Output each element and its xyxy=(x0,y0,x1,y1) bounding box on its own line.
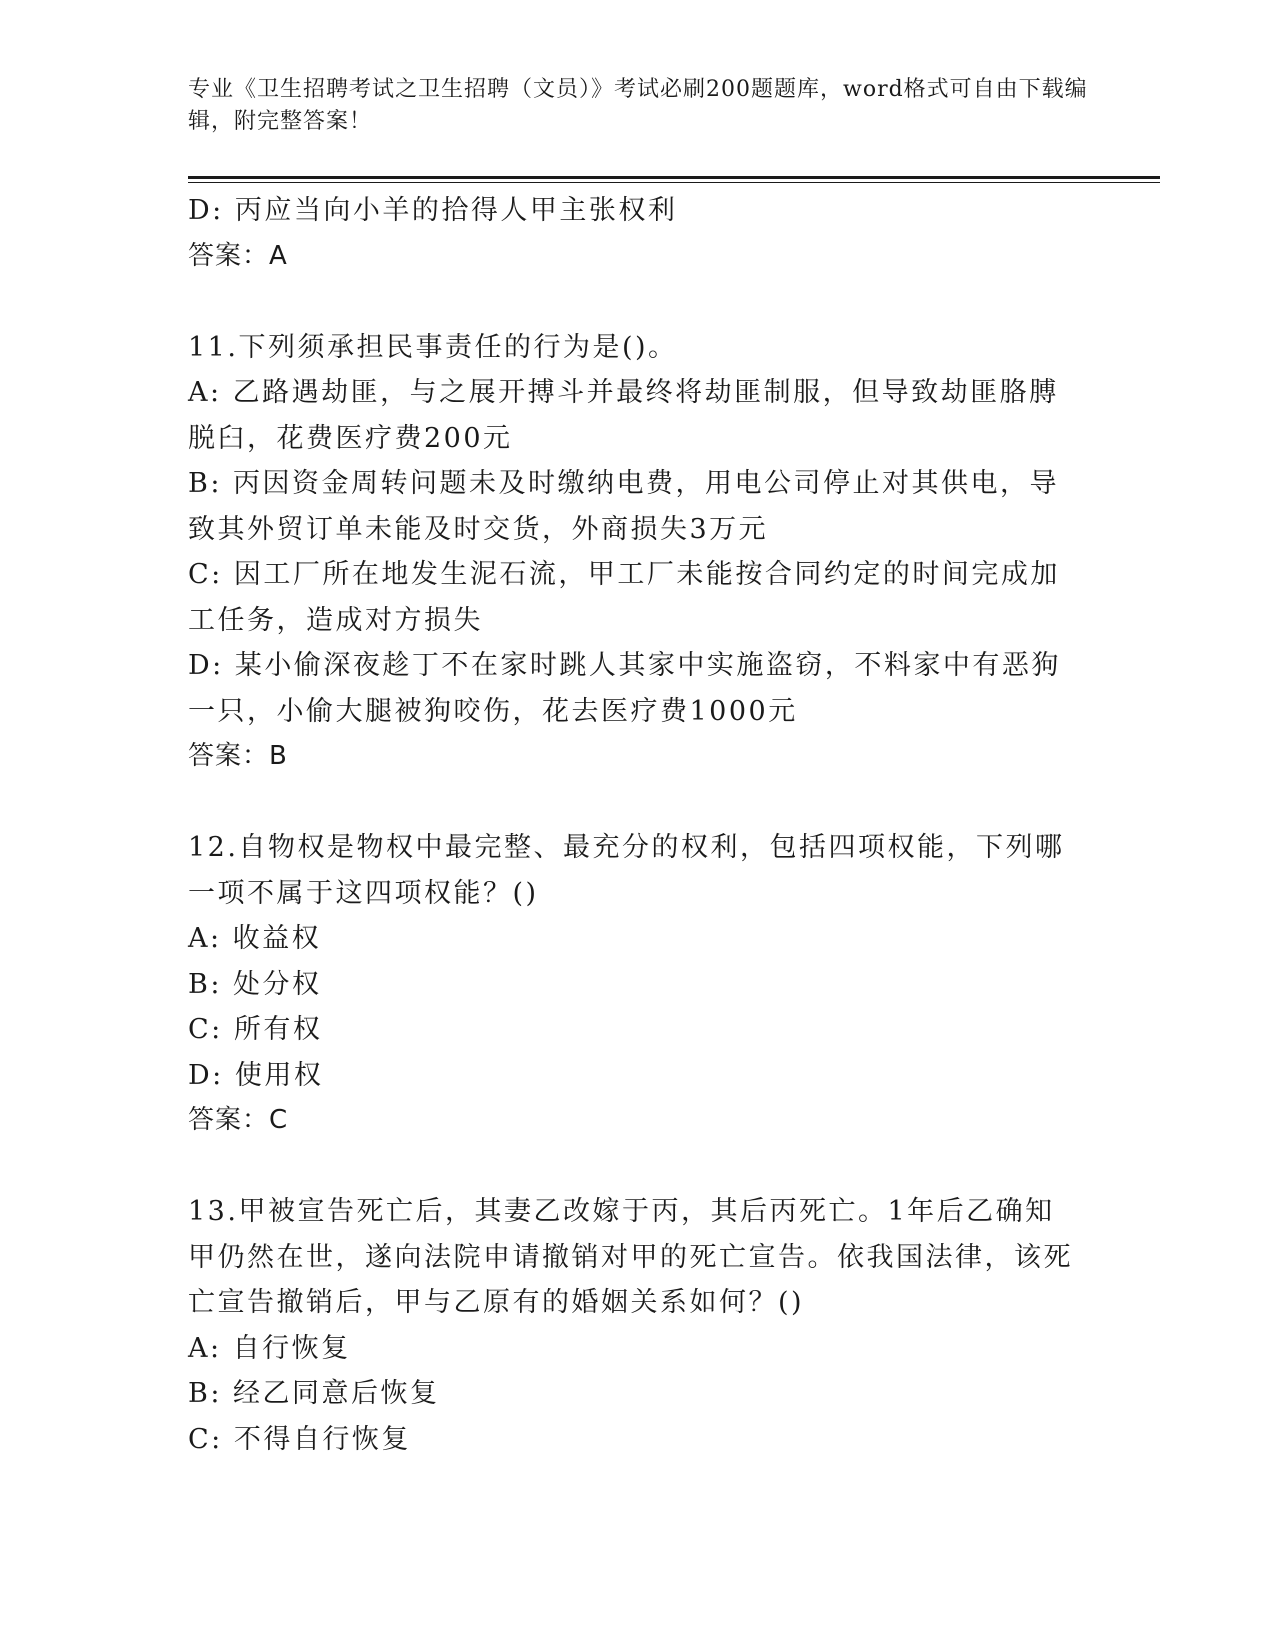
answer-line: 答案：C xyxy=(188,1105,289,1135)
option-line: A: 收益权 xyxy=(188,923,322,954)
option-line: C: 所有权 xyxy=(188,1014,323,1045)
option-line: C: 不得自行恢复 xyxy=(188,1423,411,1455)
header-divider-thin xyxy=(188,182,1160,183)
option-line: D: 某小偷深夜趁丁不在家时跳人其家中实施盗窃，不料家中有恶狗一只，小偷大腿被狗咬伤，花去医疗费1000元 xyxy=(188,650,1061,727)
option-line: B: 经乙同意后恢复 xyxy=(188,1378,440,1409)
header-divider xyxy=(188,176,1160,179)
answer-line: 答案：B xyxy=(188,741,288,771)
question-stem: 11.下列须承担民事责任的行为是()。 xyxy=(188,331,678,363)
answer-line: 答案：A xyxy=(188,240,288,271)
option-line: A: 自行恢复 xyxy=(188,1332,351,1364)
question-stem: 13.甲被宣告死亡后，其妻乙改嫁于丙，其后丙死亡。1年后乙确知甲仍然在世，遂向法院申请撤销对甲的死亡宣告。依我国法律，该死亡宣告撤销后，甲与乙原有的婚姻关系如何？() xyxy=(188,1196,1073,1318)
option-line: C: 因工厂所在地发生泥石流，甲工厂未能按合同约定的时间完成加工任务，造成对方损失 xyxy=(188,559,1060,636)
document-header: 专业《卫生招聘考试之卫生招聘（文员）》考试必刷200题题库，word格式可自由下载编辑，附完整答案！ xyxy=(188,77,1088,134)
question-stem: 12.自物权是物权中最完整、最充分的权利，包括四项权能，下列哪一项不属于这四项权能？() xyxy=(188,832,1065,909)
option-line: D: 丙应当向小羊的拾得人甲主张权利 xyxy=(188,195,678,226)
option-line: D: 使用权 xyxy=(188,1059,324,1091)
option-line: B: 处分权 xyxy=(188,968,322,1000)
option-line: A: 乙路遇劫匪，与之展开搏斗并最终将劫匪制服，但导致劫匪胳膊脱臼，花费医疗费200元 xyxy=(188,377,1059,454)
question-content xyxy=(188,188,1078,1462)
option-line: B: 丙因资金周转问题未及时缴纳电费，用电公司停止对其供电，导致其外贸订单未能及时交货，外商损失3万元 xyxy=(188,468,1060,545)
